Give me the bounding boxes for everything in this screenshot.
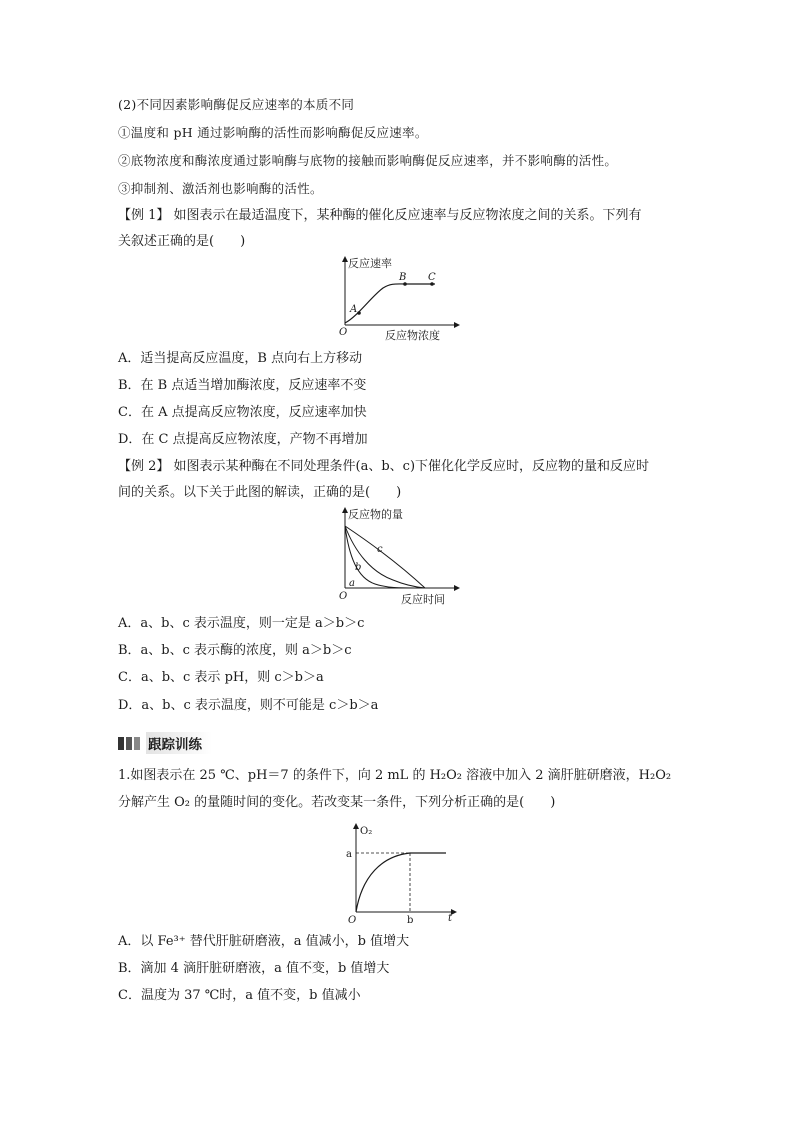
- example1-stem-line1: 【例 1】 如图表示在最适温度下，某种酶的催化反应速率与反应物浓度之间的关系。下列有: [118, 208, 642, 223]
- example1-curve: [345, 284, 435, 323]
- example1-label-b: B: [399, 272, 407, 283]
- example2-origin: O: [339, 591, 348, 602]
- q1-y-label: O₂: [360, 826, 373, 837]
- example1-graph: [335, 255, 465, 351]
- intro-heading: (2)不同因素影响酶促反应速率的本质不同: [118, 97, 355, 112]
- q1-graph: [338, 822, 463, 932]
- example1-label-c: C: [428, 272, 436, 283]
- example2-stem-line1: 【例 2】 如图表示某种酶在不同处理条件(a、b、c)下催化化学反应时，反应物的量和反应时: [118, 459, 650, 474]
- example1-point-a: [357, 311, 361, 315]
- example2-label-b: b: [355, 562, 362, 573]
- q1-option-a: A．以 Fe³⁺ 替代肝脏研磨液，a 值减小，b 值增大: [118, 934, 410, 949]
- intro-point-1: ①温度和 pH 通过影响酶的活性而影响酶促反应速率。: [118, 125, 428, 140]
- example1-stem-line2: 关叙述正确的是( ): [118, 234, 246, 249]
- example1-origin: O: [339, 327, 348, 338]
- example1-option-c: C．在 A 点提高反应物浓度，反应速率加快: [118, 405, 367, 420]
- example1-option-b: B．在 B 点适当增加酶浓度，反应速率不变: [118, 378, 367, 393]
- intro-point-2: ②底物浓度和酶浓度通过影响酶与底物的接触而影响酶促反应速率，并不影响酶的活性。: [118, 153, 618, 168]
- example2-option-b: B．a、b、c 表示酶的浓度，则 a＞b＞c: [118, 643, 352, 658]
- example1-option-a: A．适当提高反应温度，B 点向右上方移动: [118, 351, 363, 366]
- example2-graph: [335, 506, 465, 612]
- example2-option-c: C．a、b、c 表示 pH，则 c＞b＞a: [118, 670, 324, 685]
- example2-y-label: 反应物的量: [348, 508, 403, 521]
- example2-label-c: c: [377, 544, 383, 555]
- example2-curve-c: [345, 526, 425, 588]
- q1-option-c: C．温度为 37 ℃时，a 值不变，b 值减小: [118, 988, 361, 1003]
- example2-x-label: 反应时间: [401, 593, 445, 606]
- example2-option-a: A．a、b、c 表示温度，则一定是 a＞b＞c: [118, 616, 365, 631]
- example2-stem-line2: 间的关系。以下关于此图的解读，正确的是( ): [118, 485, 402, 500]
- section-title: 跟踪训练: [146, 732, 212, 754]
- q1-a-mark: a: [346, 849, 352, 860]
- example1-x-label: 反应物浓度: [385, 329, 440, 342]
- example1-option-d: D．在 C 点提高反应物浓度，产物不再增加: [118, 432, 368, 447]
- q1-stem-line1: 1.如图表示在 25 ℃、pH＝7 的条件下，向 2 mL 的 H₂O₂ 溶液中加入 2 滴肝脏研磨液，H₂O₂: [118, 768, 672, 783]
- q1-option-b: B．滴加 4 滴肝脏研磨液，a 值不变，b 值增大: [118, 961, 390, 976]
- q1-stem-line2: 分解产生 O₂ 的量随时间的变化。若改变某一条件，下列分析正确的是( ): [118, 795, 556, 810]
- q1-curve: [356, 853, 446, 912]
- section-header: [118, 732, 212, 754]
- q1-b-mark: b: [407, 915, 414, 926]
- example2-curve-a: [345, 526, 425, 588]
- example2-curve-b: [345, 526, 425, 588]
- section-marker-icon: [118, 737, 140, 750]
- example2-option-d: D．a、b、c 表示温度，则不可能是 c＞b＞a: [118, 698, 379, 713]
- intro-point-3: ③抑制剂、激活剂也影响酶的活性。: [118, 181, 323, 196]
- q1-x-label: t: [448, 913, 453, 924]
- example2-label-a: a: [349, 578, 355, 589]
- example1-label-a: A: [350, 304, 358, 315]
- q1-origin: O: [348, 915, 357, 926]
- example1-y-label: 反应速率: [348, 257, 392, 270]
